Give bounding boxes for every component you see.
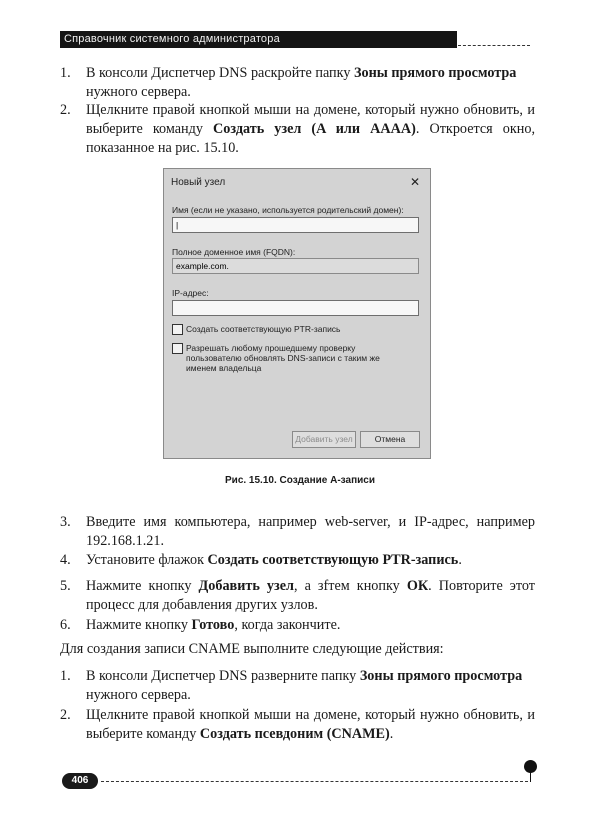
footer-rule (101, 781, 528, 782)
new-host-dialog (163, 168, 431, 459)
page-number: 406 (62, 773, 98, 789)
step-text: , когда закончите. (234, 617, 341, 633)
add-host-button[interactable]: Добавить узел (292, 431, 356, 448)
step-number: 6. (60, 617, 71, 633)
step-text: Установите флажок (86, 552, 208, 568)
step-text: . Повторите этот процесс для добавления других узлов. (86, 578, 536, 613)
fqdn-label: Полное доменное имя (FQDN): (172, 247, 296, 257)
step-bold: Создать соответствующую PTR-запись (207, 552, 459, 568)
step-text: . Откроется окно, показанное на рис. 15.10. (86, 121, 535, 156)
dialog-titlebar[interactable] (164, 169, 430, 195)
name-label: Имя (если не указано, используется родительский домен): (172, 205, 404, 215)
ptr-checkbox[interactable] (172, 324, 341, 335)
step-number: 1. (60, 668, 71, 684)
footer-marker-dot (524, 760, 537, 773)
fqdn-field (172, 258, 419, 274)
step-number: 1. (60, 65, 71, 81)
step-text: нужного сервера. (86, 687, 191, 703)
step-item (60, 551, 535, 570)
step-item (60, 667, 535, 705)
checkbox-icon[interactable] (172, 343, 183, 354)
auth-update-checkbox[interactable] (172, 343, 412, 373)
step-bold: Создать узел (A или AAAA) (213, 121, 416, 137)
checkbox-icon[interactable] (172, 324, 183, 335)
step-text: Нажмите кнопку (86, 578, 199, 594)
footer-marker-stem (530, 772, 531, 782)
step-item (60, 64, 535, 102)
auth-update-checkbox-label: Разрешать любому прошедшему проверку пользователю обновлять DNS-записи с таким же именем владельца (186, 343, 380, 373)
step-item (60, 577, 535, 615)
step-text: Щелкните правой кнопкой мыши на домене, который нужно обновить, и выберите команду (86, 102, 535, 137)
step-number: 2. (60, 707, 71, 723)
cancel-button[interactable]: Отмена (360, 431, 420, 448)
step-item (60, 101, 535, 158)
running-header: Справочник системного администратора (60, 31, 457, 48)
cname-intro: Для создания записи CNAME выполните следующие действия: (60, 641, 444, 657)
step-text: Щелкните правой кнопкой мыши на домене, который нужно обновить, и выберите команду (86, 707, 535, 742)
step-item (60, 616, 535, 635)
step-number: 4. (60, 552, 71, 568)
step-text: . (458, 552, 462, 568)
step-text: нужного сервера. (86, 84, 191, 100)
step-text: В консоли Диспетчер DNS раскройте папку (86, 65, 354, 81)
step-bold: Зоны прямого просмотра (353, 65, 517, 81)
ip-label: IP-адрес: (172, 288, 209, 298)
step-bold: Создать псевдоним (CNAME) (199, 726, 390, 742)
header-rule (458, 45, 530, 46)
figure-caption: Рис. 15.10. Создание А-записи (225, 475, 375, 486)
ip-address-input[interactable] (172, 300, 419, 316)
step-number: 3. (60, 514, 71, 530)
step-item (60, 706, 535, 744)
close-icon[interactable]: ✕ (409, 175, 420, 189)
step-text: Нажмите кнопку (86, 617, 192, 633)
step-bold: Зоны прямого просмотра (359, 668, 523, 684)
step-text: , а зfтем кнопку (293, 578, 407, 594)
step-item (60, 513, 535, 551)
ptr-checkbox-label: Создать соответствующую PTR-запись (186, 324, 341, 334)
name-input[interactable] (172, 217, 419, 233)
step-bold: ОК (406, 578, 429, 594)
step-bold: Добавить узел (198, 578, 294, 594)
step-number: 2. (60, 102, 71, 118)
step-bold: Готово (191, 617, 235, 633)
step-number: 5. (60, 578, 71, 594)
step-text: Введите имя компьютера, например web-server, и IP-адрес, например 192.168.1.21. (86, 514, 535, 549)
step-text: В консоли Диспетчер DNS разверните папку (86, 668, 360, 684)
step-text: . (389, 726, 394, 742)
dialog-title: Новый узел (171, 177, 226, 188)
